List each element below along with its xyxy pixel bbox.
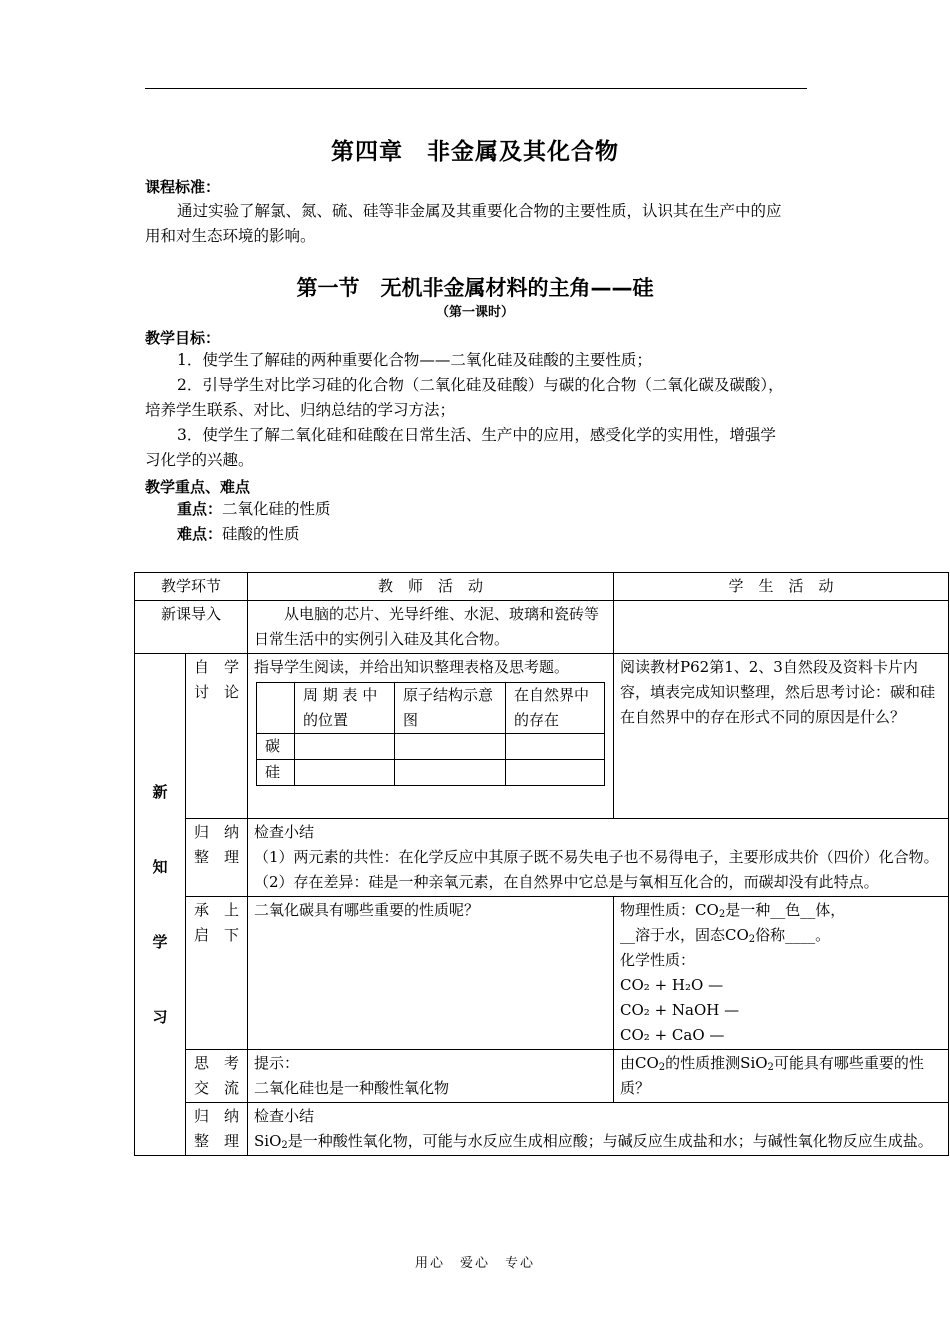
blank-cell[interactable] — [395, 734, 506, 760]
objective-item-2-line2: 培养学生联系、对比、归纳总结的学习方法； — [145, 401, 456, 419]
knowledge-header-position: 周 期 表 中的位置 — [295, 683, 395, 734]
objective-item-2-line1: 2．引导学生对比学习硅的化合物（二氧化硅及硅酸）与碳的化合物（二氧化碳及碳酸）， — [177, 376, 784, 394]
summary-1-content — [248, 819, 949, 897]
side-char-3: 学 — [152, 932, 168, 951]
phys-line-2: __溶于水，固态$CO_2$俗称____。 — [620, 926, 831, 945]
keypoint-difficulty — [177, 522, 300, 547]
blank-cell[interactable] — [295, 734, 395, 760]
objective-item-1: 1．使学生了解硅的两种重要化合物——二氧化硅及硅酸的主要性质； — [177, 351, 652, 369]
teacher-transition: 二氧化碳具有哪些重要的性质呢？ — [248, 897, 614, 1050]
stage-line: 整 理 — [194, 1132, 240, 1150]
difficulty-label: 难点： — [177, 525, 223, 543]
knowledge-header-structure: 原子结构示意图 — [395, 683, 506, 734]
equation-3: CO₂ + CaO — — [620, 1026, 725, 1044]
keypoints-label: 教学重点、难点 — [145, 478, 251, 496]
stage-line: 交 流 — [194, 1079, 240, 1097]
table-header-row — [135, 573, 949, 601]
header-teacher: 教 师 活 动 — [248, 573, 614, 601]
stage-transition — [186, 897, 248, 1050]
stage-line: 归 纳 — [194, 1107, 240, 1125]
stage-line: 归 纳 — [194, 823, 240, 841]
phys-line-1: 物理性质：$CO_2$是一种__色__体， — [620, 901, 846, 920]
stage-line: 整 理 — [194, 848, 240, 866]
header-student: 学 生 活 动 — [614, 573, 949, 601]
row-label-silicon: 硅 — [257, 760, 295, 786]
side-char-4: 习 — [152, 1007, 168, 1026]
difficulty-text: 硅酸的性质 — [222, 525, 300, 543]
standard-label: 课程标准： — [145, 178, 221, 196]
side-char-1: 新 — [152, 782, 168, 801]
standard-text-line2: 用和对生态环境的影响。 — [145, 227, 316, 245]
stage-line: 自 学 — [194, 658, 240, 676]
knowledge-header-existence: 在自然界中的存在 — [506, 683, 605, 734]
teacher-discussion — [248, 1050, 614, 1103]
blank-cell[interactable] — [395, 760, 506, 786]
knowledge-row-silicon — [257, 760, 605, 786]
summary-1-line1: 检查小结 — [254, 823, 315, 841]
knowledge-header-blank — [257, 683, 295, 734]
summary-2-line2: SiO$_2$是一种酸性氧化物，可能与水反应生成相应酸；与碱反应生成盐和水；与碱性氧化物反应生成盐。 — [254, 1132, 933, 1151]
teacher-text: 指导学生阅读，并给出知识整理表格及思考题。 — [254, 658, 570, 676]
stage-summary-1 — [186, 819, 248, 897]
stage-self-study — [186, 654, 248, 819]
summary-2-line1: 检查小结 — [254, 1107, 315, 1125]
stage-line: 思 考 — [194, 1054, 240, 1072]
side-char-2: 知 — [152, 857, 168, 876]
knowledge-table-header — [257, 683, 605, 734]
hint-label: 提示： — [254, 1054, 300, 1072]
table-row-discussion — [135, 1050, 949, 1103]
table-row-summary-1 — [135, 819, 949, 897]
key-label: 重点： — [177, 500, 223, 518]
equation-2: CO₂ + NaOH — — [620, 1001, 740, 1019]
header-rule — [145, 88, 807, 89]
student-transition — [614, 897, 949, 1050]
standard-text-line1: 通过实验了解氯、氮、硫、硅等非金属及其重要化合物的主要性质，认识其在生产中的应 — [177, 202, 782, 220]
objective-item-3-line2: 习化学的兴趣。 — [145, 451, 254, 469]
intro-teacher: 从电脑的芯片、光导纤维、水泥、玻璃和瓷砖等日常生活中的实例引入硅及其化合物。 — [248, 601, 614, 654]
new-knowledge-label — [135, 654, 186, 1156]
section-subtitle: （第一课时） — [435, 305, 514, 320]
intro-stage: 新课导入 — [135, 601, 248, 654]
header-stage: 教学环节 — [135, 573, 248, 601]
stage-line: 讨 论 — [194, 683, 240, 701]
stage-line: 启 下 — [194, 926, 240, 944]
intro-student — [614, 601, 949, 654]
stage-summary-2 — [186, 1103, 248, 1156]
summary-1-line2: （1）两元素的共性：在化学反应中其原子既不易失电子也不易得电子，主要形成共价（四价）化合物。 — [254, 848, 939, 866]
student-discussion: 由$CO_2$的性质推测SiO$_2$可能具有哪些重要的性质？ — [614, 1050, 949, 1103]
summary-2-content — [248, 1103, 949, 1156]
page-footer: 用心 爱心 专心 — [414, 1256, 535, 1271]
key-text: 二氧化硅的性质 — [222, 500, 331, 518]
table-row-self-study — [135, 654, 949, 819]
equation-1: CO₂ + H₂O — — [620, 976, 724, 994]
chem-label: 化学性质： — [620, 951, 696, 969]
keypoint-key — [177, 497, 331, 522]
stage-discussion — [186, 1050, 248, 1103]
table-row-summary-2 — [135, 1103, 949, 1156]
teacher-self-study — [248, 654, 614, 819]
objectives-label: 教学目标： — [145, 329, 221, 347]
objective-item-3-line1: 3．使学生了解二氧化硅和硅酸在日常生活、生产中的应用，感受化学的实用性，增强学 — [177, 426, 776, 444]
table-row-transition — [135, 897, 949, 1050]
blank-cell[interactable] — [506, 734, 605, 760]
stage-line: 承 上 — [194, 901, 240, 919]
table-row-intro — [135, 601, 949, 654]
chapter-title: 第四章 非金属及其化合物 — [331, 139, 619, 165]
student-self-study: 阅读教材P62第1、2、3自然段及资料卡片内容，填表完成知识整理，然后思考讨论：碳和硅在自然界中的存在形式不同的原因是什么？ — [614, 654, 949, 819]
blank-cell[interactable] — [295, 760, 395, 786]
hint-text: 二氧化硅也是一种酸性氧化物 — [254, 1079, 450, 1097]
lesson-plan-table — [134, 572, 949, 1156]
knowledge-row-carbon — [257, 734, 605, 760]
summary-1-line3: （2）存在差异：硅是一种亲氧元素，在自然界中它总是与氧相互化合的，而碳却没有此特点。 — [254, 873, 879, 891]
row-label-carbon: 碳 — [257, 734, 295, 760]
blank-cell[interactable] — [506, 760, 605, 786]
section-title: 第一节 无机非金属材料的主角——硅 — [296, 276, 654, 300]
knowledge-table — [256, 682, 605, 786]
